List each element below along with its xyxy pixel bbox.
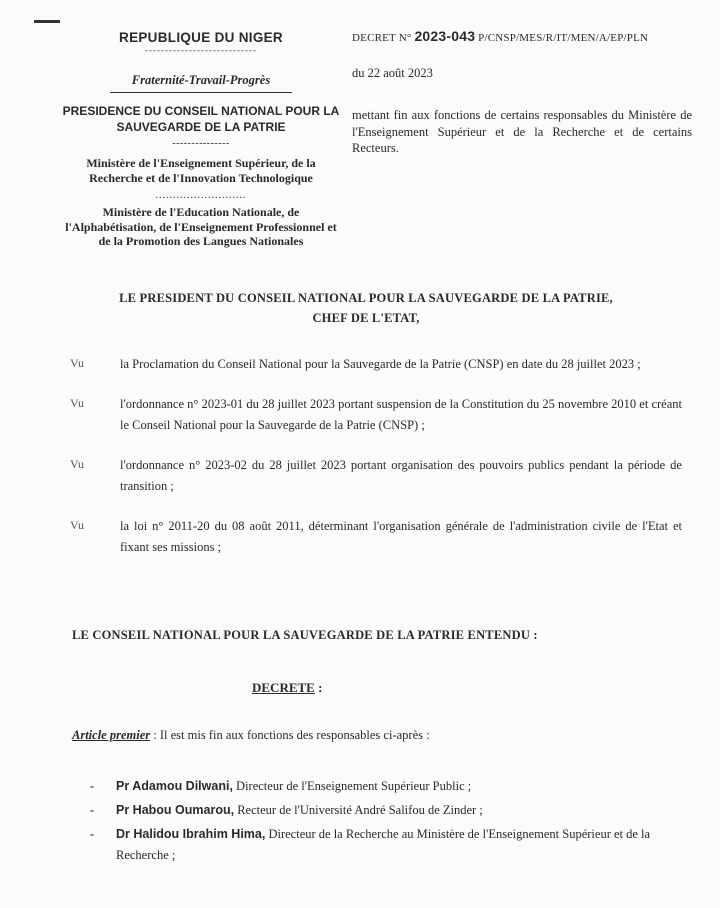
decree-number-line: [352, 28, 692, 44]
council-heard-heading: LE CONSEIL NATIONAL POUR LA SAUVEGARDE DE LA PATRIE ENTENDU :: [72, 628, 538, 642]
ministry-higher-education: Ministère de l'Enseignement Supérieur, de la Recherche et de l'Innovation Technologique: [86, 156, 316, 185]
decree-prefix: DECRET N°: [352, 32, 412, 44]
list-item: [90, 776, 690, 797]
official-role: Recteur de l'Université André Salifou de Zinder ;: [234, 803, 483, 817]
separator-dashes: ----------------------------: [145, 45, 257, 55]
decree-object: mettant fin aux fonctions de certains responsables du Ministère de l'Enseignement Supérieur et de la Recherche et de certains Recteurs.: [352, 108, 692, 155]
consideration-item: [70, 455, 682, 497]
bullet-mark: -: [90, 779, 95, 793]
issuer-header: [60, 28, 342, 249]
decree-number: 2023-043: [414, 28, 476, 44]
decrete-word: DECRETE: [252, 680, 315, 695]
ministry-national-education: Ministère de l'Education Nationale, de l'Alphabétisation, de l'Enseignement Professionnel et de la Promotion des Langues Nationales: [65, 205, 337, 248]
presidency-name: PRESIDENCE DU CONSEIL NATIONAL POUR LA SAUVEGARDE DE LA PATRIE: [62, 104, 340, 134]
vu-label: Vu: [70, 356, 84, 370]
vu-label: Vu: [70, 518, 84, 532]
bullet-mark: -: [90, 803, 95, 817]
article-text: : Il est mis fin aux fonctions des responsables ci-après :: [150, 728, 430, 742]
article-label: Article premier: [72, 728, 151, 742]
bullet-mark: -: [90, 827, 95, 841]
decree-reference: [352, 28, 692, 157]
consideration-item: [70, 354, 682, 375]
president-title: [60, 288, 672, 328]
officials-list: [90, 776, 690, 869]
list-item: [90, 800, 690, 821]
consideration-text: l'ordonnance n° 2023-01 du 28 juillet 2023 portant suspension de la Constitution du 25 novembre 2010 et créant le Conseil National pour la Sauvegarde de la Patrie (CNSP) ;: [120, 397, 682, 432]
official-entry: [116, 776, 686, 797]
corner-mark: [34, 20, 60, 23]
official-name: Pr Adamou Dilwani,: [116, 779, 233, 793]
consideration-text: l'ordonnance n° 2023-02 du 28 juillet 2023 portant organisation des pouvoirs publics pendant la période de transition ;: [120, 458, 682, 493]
vu-label: Vu: [70, 457, 84, 471]
motto-underline: [110, 90, 292, 93]
official-role: Directeur de l'Enseignement Supérieur Public ;: [232, 779, 472, 793]
consideration-item: [70, 394, 682, 436]
official-entry: [116, 800, 686, 821]
article-first: [72, 728, 672, 743]
separator-dots: ..........................: [155, 190, 247, 201]
official-name: Dr Halidou Ibrahim Hima,: [116, 827, 266, 841]
president-title-line1: LE PRESIDENT DU CONSEIL NATIONAL POUR LA SAUVEGARDE DE LA PATRIE,: [119, 291, 613, 305]
consideration-item: [70, 516, 682, 558]
decree-suffix: P/CNSP/MES/R/IT/MEN/A/EP/PLN: [478, 32, 649, 44]
president-title-line2: CHEF DE L'ETAT,: [312, 311, 420, 325]
decrete-heading: [252, 680, 322, 696]
decrete-colon: :: [314, 680, 323, 695]
separator-dashes-2: ---------------: [172, 138, 230, 149]
national-motto: Fraternité-Travail-Progrès: [131, 73, 271, 87]
official-entry: [116, 824, 686, 866]
official-role: Directeur de la Recherche au Ministère de l'Enseignement Supérieur et de la Recherche ;: [116, 827, 651, 862]
consideration-text: la Proclamation du Conseil National pour la Sauvegarde de la Patrie (CNSP) en date du 28 juillet 2023 ;: [120, 357, 641, 371]
considerations-list: [70, 354, 682, 577]
decree-date: du 22 août 2023: [352, 66, 433, 80]
country-name: REPUBLIQUE DU NIGER: [119, 30, 283, 45]
official-name: Pr Habou Oumarou,: [116, 803, 235, 817]
list-item: [90, 824, 690, 866]
vu-label: Vu: [70, 396, 84, 410]
consideration-text: la loi n° 2011-20 du 08 août 2011, déterminant l'organisation générale de l'administration civile de l'Etat et fixant ses missions ;: [120, 519, 682, 554]
